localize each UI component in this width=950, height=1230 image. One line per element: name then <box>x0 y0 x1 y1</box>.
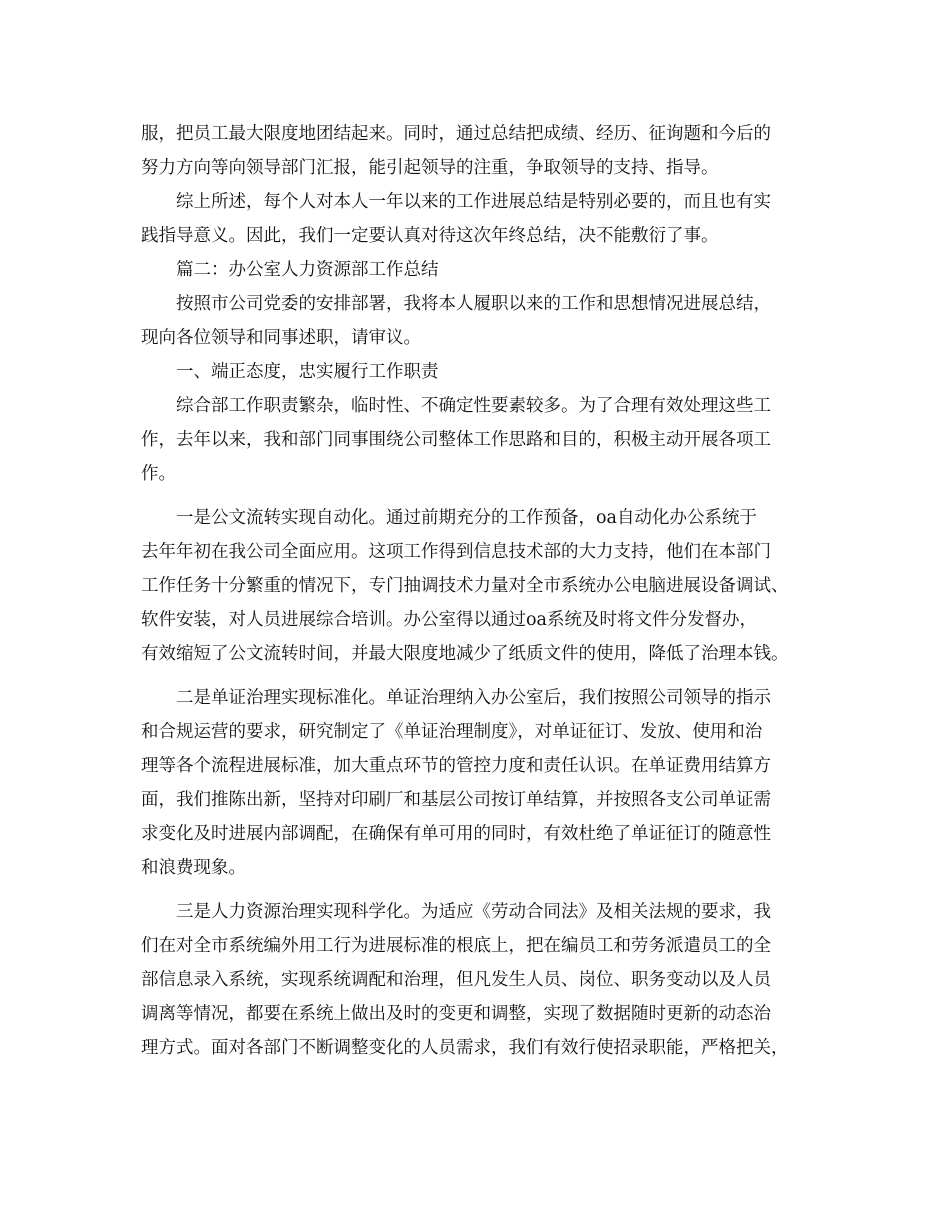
text-line: 理方式。面对各部门不断调整变化的人员需求，我们有效行使招录职能，严格把关， <box>141 1038 789 1058</box>
text-line: 作，去年以来，我和部门同事围绕公司整体工作思路和目的，积极主动开展各项工 <box>141 430 771 450</box>
text-line: 三是人力资源治理实现科学化。为适应《劳动合同法》及相关法规的要求，我 <box>176 902 771 922</box>
text-line: 理等各个流程进展标准，加大重点环节的管控力度和责任认识。在单证费用结算方 <box>141 756 771 776</box>
text-line: 一是公文流转实现自动化。通过前期充分的工作预备，oa自动化办公系统于 <box>176 508 757 528</box>
text-line: 按照市公司党委的安排部署，我将本人履职以来的工作和思想情况进展总结， <box>176 294 771 314</box>
text-line: 工作任务十分繁重的情况下，专门抽调技术力量对全市系统办公电脑进展设备调试、 <box>141 576 789 596</box>
text-line: 面，我们推陈出新，坚持对印刷厂和基层公司按订单结算，并按照各支公司单证需 <box>141 790 771 810</box>
text-line: 践指导意义。因此，我们一定要认真对待这次年终总结，决不能敷衍了事。 <box>141 226 719 246</box>
text-line: 们在对全市系统编外用工行为进展标准的根底上，把在编员工和劳务派遣员工的全 <box>141 936 771 956</box>
text-line: 二是单证治理实现标准化。单证治理纳入办公室后，我们按照公司领导的指示 <box>176 688 771 708</box>
text-line: 求变化及时进展内部调配，在确保有单可用的同时，有效杜绝了单证征订的随意性 <box>141 824 771 844</box>
text-line: 综合部工作职责繁杂，临时性、不确定性要素较多。为了合理有效处理这些工 <box>176 396 771 416</box>
text-line: 现向各位领导和同事述职，请审议。 <box>141 328 421 348</box>
text-line: 部信息录入系统，实现系统调配和治理，但凡发生人员、岗位、职务变动以及人员 <box>141 970 771 990</box>
text-line: 调离等情况，都要在系统上做出及时的变更和调整，实现了数据随时更新的动态治 <box>141 1004 771 1024</box>
text-line: 和浪费现象。 <box>141 858 246 878</box>
section-heading: 一、端正态度，忠实履行工作职责 <box>176 362 439 382</box>
text-line: 作。 <box>141 464 176 484</box>
text-line: 有效缩短了公文流转时间，并最大限度地减少了纸质文件的使用，降低了治理本钱。 <box>141 644 789 664</box>
text-line: 去年年初在我公司全面应用。这项工作得到信息技术部的大力支持，他们在本部门 <box>141 542 771 562</box>
text-line: 综上所述，每个人对本人一年以来的工作进展总结是特别必要的，而且也有实 <box>176 192 771 212</box>
text-line: 和合规运营的要求，研究制定了《单证治理制度》，对单证征订、发放、使用和治 <box>141 722 763 742</box>
text-line: 努力方向等向领导部门汇报，能引起领导的注重，争取领导的支持、指导。 <box>141 158 719 178</box>
text-line: 服，把员工最大限度地团结起来。同时，通过总结把成绩、经历、征询题和今后的 <box>141 124 771 144</box>
text-line: 软件安装，对人员进展综合培训。办公室得以通过oa系统及时将文件分发督办， <box>141 610 757 630</box>
section-heading: 篇二：办公室人力资源部工作总结 <box>176 260 439 280</box>
